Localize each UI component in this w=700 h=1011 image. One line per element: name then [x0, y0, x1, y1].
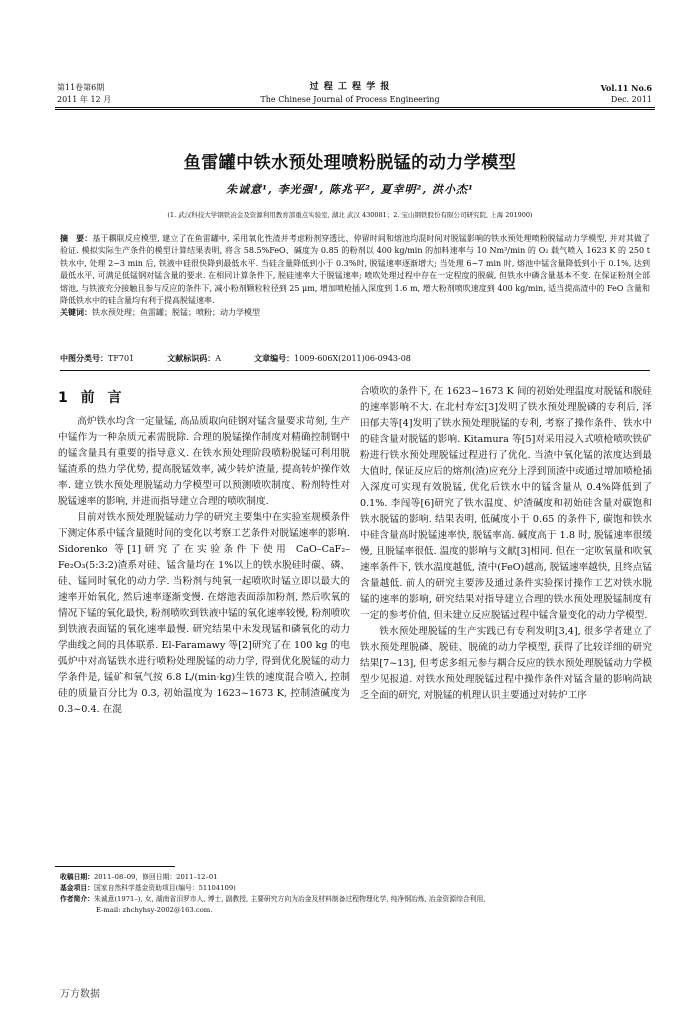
keywords-label: 关键词：: [60, 308, 92, 318]
section-number: 1: [58, 390, 72, 406]
journal-name-cn: 过 程 工 程 学 报: [309, 82, 391, 92]
body-paragraph: 目前对铁水预处理脱锰动力学的研究主要集中在实验室规模条件下测定体系中锰含量随时间的变化以考察工艺条件对脱锰速率的影响. Sidorenko 等[1]研究了在实验条件下使用 CaO–CaF₂–Fe₂O₃(5:3:2)渣系对硅、锰含量均在 1%以上的铁水脱硅时碳、磷、硅、锰同时氧化的动力学. 当粉剂与纯氧一起喷吹时锰立即以最大的速率开始氧化, 然后速率逐渐变慢. 在熔池表面添加粉剂, 然后吹氧的情况下锰的氧化最快, 粉剂喷吹到铁液中锰的氧化速率较慢, 粉剂喷吹到铁液表面锰的氧化速率最慢. 研究结果中未发现锰和磷氧化的动力学曲线之间的具体联系. El-Faramawy 等[2]研究了在 100 kg 的电弧炉中对高锰铁水进行喷粉处理脱锰的动力学, 得到优化脱锰的动力学条件是, 锰矿和氧气按 6.8 L/(min·kg)生铁的速度混合喷入, 控制硅的质量百分比为 0.3, 初始温度为 1623~1673 K, 控制渣碱度为 0.3~0.4. 在混: [58, 512, 350, 715]
paper-affiliation: (1. 武汉科技大学钢铁冶金及资源利用教育部重点实验室, 湖北 武汉 430081；2. 宝山钢铁股份有限公司研究院, 上海 201900): [167, 211, 533, 219]
keywords-line: [60, 307, 650, 319]
email-line: E-mail: zhchyhsy-2002@163.com.: [96, 906, 213, 914]
received-label: 收稿日期：: [60, 873, 94, 881]
fund-value: 国家自然科学基金资助项目(编号：51104109): [93, 884, 236, 892]
doc-code-label: 文献标识码：: [167, 354, 216, 363]
left-column: [58, 384, 350, 718]
body-paragraph: 铁水预处理脱锰的生产实践已有专利发明[3,4], 很多学者建立了铁水预处理脱磷、脱硅、脱硫的动力学模型, 获得了比较详细的研究结果[7~13], 但考虑多组元参与耦合反应的铁水预处理脱锰动力学模型少见报道. 对铁水预处理脱锰过程中操作条件对锰含量的影响尚缺乏全面的研究, 对脱锰的机理认识主要通过对转炉工序: [360, 626, 652, 701]
paper-authors: 朱诚意¹, 李光强¹, 陈兆平², 夏幸明², 洪小杰¹: [226, 183, 474, 196]
body-paragraph: 合喷吹的条件下, 在 1623~1673 K 间的初始处理温度对脱锰和脱硅的速率影响不大. 在北村寿宏[3]发明了铁水预处理脱磷的专利后, 泽田郁夫等[4]发明了铁水预处理脱锰的专利, 考察了操作条件、铁水中的硅含量对脱锰的影响. Kitamura 等[5]对采用浸入式喷枪喷吹铁矿粉进行铁水预处理脱锰过程进行了优化. 当渣中氧化锰的浓度达到最大值时, 保证反应后的熔剂(渣)应充分上浮到顶渣中或通过增加喷枪插入深度可实现有效脱锰, 优化后铁水中的锰含量从 0.4%降低到了 0.1%. 李闯等[6]研究了铁水温度、炉渣碱度和初始硅含量对碳饱和铁水脱锰的影响. 结果表明, 低碱度小于 0.65 的条件下, 碳饱和铁水中硅含量高时脱锰速率快, 脱锰率高. 碱度高于 1.8 时, 脱锰速率很缓慢, 且脱锰率很低. 温度的影响与文献[3]相同. 但在一定吹氧量和吹氧速率条件下, 铁水温度越低, 渣中(FeO)越高, 脱锰速率越快, 且终点锰含量越低. 前人的研究主要涉及通过条件实验探讨操作工艺对铁水脱锰的速率的影响, 研究结果对指导建立合理的铁水预处理脱锰制度有一定的参考价值, 但未建立反应脱锰过程中锰含量变化的动力学模型.: [360, 386, 652, 621]
paper-title: 鱼雷罐中铁水预处理喷粉脱锰的动力学模型: [183, 153, 517, 173]
received-value: 2011–08–09，修回日期：2011–12–01: [93, 873, 218, 881]
journal-name-en: The Chinese Journal of Process Engineering: [260, 95, 440, 104]
received-line: [60, 872, 660, 883]
abstract-paragraph: [60, 233, 650, 307]
clc-label: 中图分类号：: [60, 354, 108, 363]
fund-line: [60, 883, 660, 894]
keywords-text: 铁水预处理；鱼雷罐；脱锰；喷粉；动力学模型: [92, 308, 260, 318]
journal-volume: Vol.11 No.6: [600, 83, 652, 93]
journal-month: Dec. 2011: [610, 95, 652, 104]
abstract-label: 摘 要：: [60, 234, 93, 243]
footnote: [60, 872, 660, 916]
body-paragraph: 高炉铁水均含一定量锰, 高品质取向硅钢对锰含量要求苛刻, 生产中锰作为一种杂质元素需脱除. 合理的脱锰操作制度对精确控制钢中的锰含量具有重要的指导意义. 在铁水预处理阶段喷粉脱锰可利用脱锰渣系的热力学优势, 提高脱锰效率, 减少转炉渣量, 提高转炉操作效率. 建立铁水预处理脱锰动力学模型可以预测喷吹制度、粉剂特性对脱锰速率的影响, 并进而指导建立合理的喷吹制度.: [58, 416, 350, 507]
header-rule-thin: [55, 109, 655, 110]
abstract-rule: [60, 370, 650, 371]
header-rule: [55, 107, 655, 108]
section-heading: [58, 384, 350, 414]
abstract-text: 基于耦联反应模型, 建立了在鱼雷罐中, 采用氧化性渣并考虑粉剂穿透比、停留时间和熔池均混时间对脱锰影响的铁水预处理喷粉脱锰动力学模型, 并对其做了验证. 模拟实际生产条件的模型计算结果表明, 将含 58.5%FeO、碱度为 0.85 的粉剂以 400 kg/min 的加料速率与 10 Nm³/min 的 O₂ 载气喷入 1623 K 的 250 t 铁水中, 处理 2~3 min 后, 铁液中硅很快降到最低水平. 当硅含量降低到小于 0.3%时, 脱锰速率逐渐增大; 当处理 6~7 min 时, 熔池中锰含量降低到小于 0.1%, 达到最低水平, 可满足低锰钢对锰含量的要求. 在相同计算条件下, 脱硅速率大于脱锰速率; 喷吹处理过程中存在一定程度的脱碳, 但铁水中磷含量基本不变. 在保证粉剂全部熔池, 与铁液充分接触且参与反应的条件下, 减小粉剂颗粒粒径到 25 μm, 增加喷枪插入深度到 1.6 m, 增大粉剂喷吹速度到 400 kg/min, 适当提高渣中的 FeO 含量和降低铁水中的硅含量均有利于提高脱锰速率.: [60, 234, 650, 306]
author-label: 作者简介：: [60, 895, 94, 903]
author-value: 朱诚意(1971–), 女, 湖南省汨罗市人, 博士, 副教授, 主要研究方向为冶金及材料制备过程物理化学, 纯净钢冶炼, 冶金资源综合利用,: [93, 895, 486, 903]
journal-date: 2011 年 12 月: [57, 95, 112, 104]
journal-issue: 第11卷第6期: [57, 83, 105, 92]
watermark-text: 万方数据: [60, 989, 100, 1000]
doc-code-value: A: [215, 354, 222, 363]
footnote-rule: [55, 866, 175, 867]
article-number-value: 1009-606X(2011)06-0943-08: [294, 354, 411, 363]
fund-label: 基金项目：: [60, 884, 94, 892]
right-column: [360, 384, 652, 704]
author-line: [60, 894, 660, 905]
classification-line: [60, 353, 660, 364]
clc-value: TF701: [108, 354, 135, 363]
article-number-label: 文章编号：: [254, 354, 295, 363]
section-title: 前 言: [80, 390, 126, 406]
abstract: [60, 233, 650, 320]
